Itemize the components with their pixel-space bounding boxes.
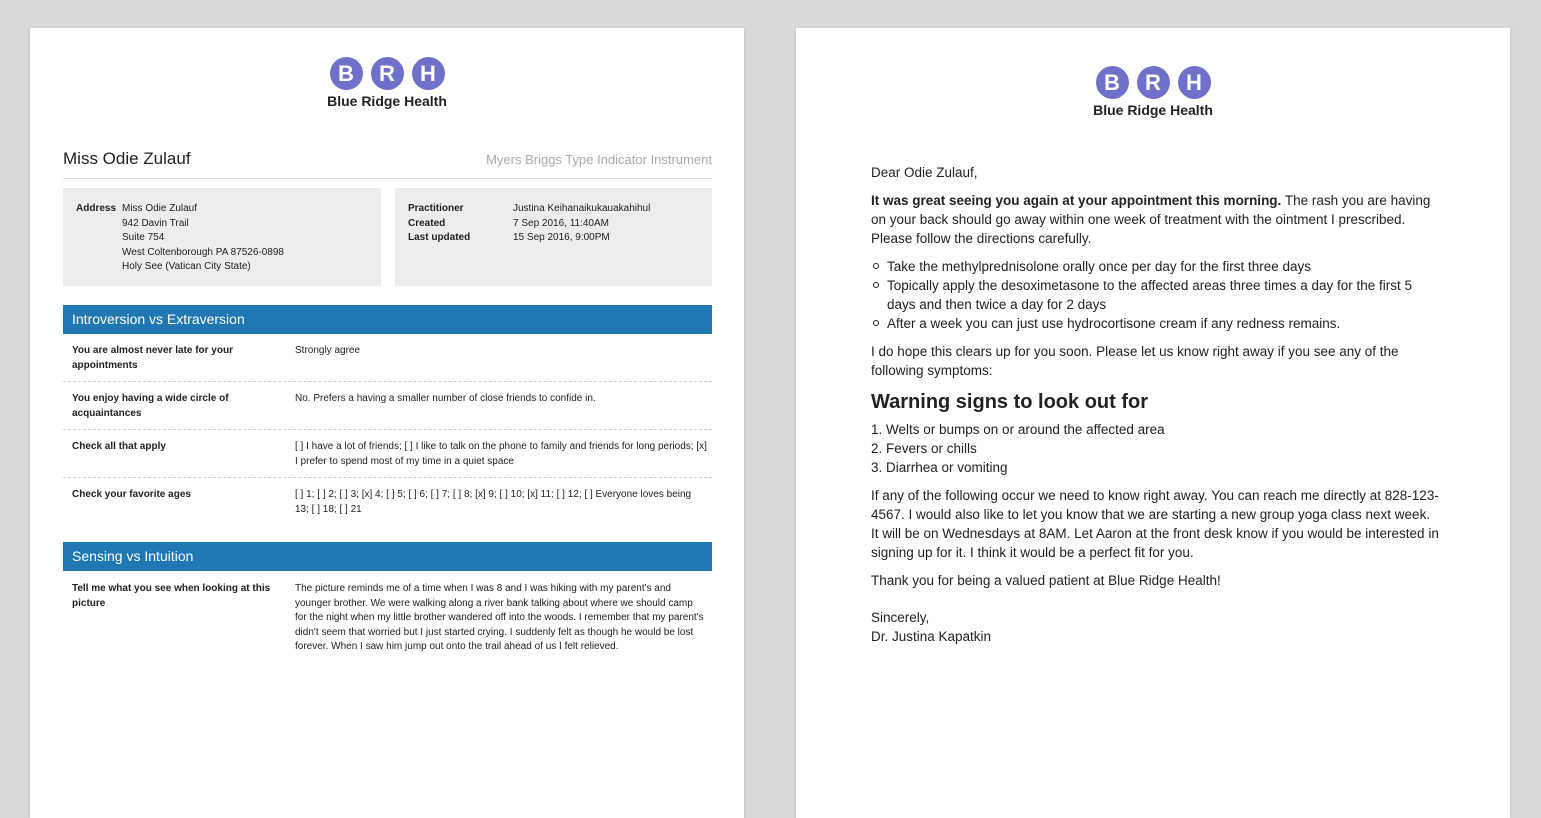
letter-contact: If any of the following occur we need to know right away. You can reach me directly at 828-123-4567. I would also like to let you know that we are starting a new group yoga class next week. It will be on Wednesdays at 8AM. Let Aaron at the front desk know if you would be interested in signing up for it. I think it would be a perfect fit for you. xyxy=(871,488,1439,560)
instruction-text: After a week you can just use hydrocortisone cream if any redness remains. xyxy=(887,316,1341,331)
letter-greeting: Dear Odie Zulauf, xyxy=(871,165,978,180)
address-box xyxy=(63,188,381,286)
letter-page xyxy=(796,28,1510,818)
letter-intro-bold: It was great seeing you again at your appointment this morning. xyxy=(871,193,1282,208)
meta-value: 7 Sep 2016, 11:40AM xyxy=(513,217,609,229)
meta-value: Justina Keihanaikukauakahihul xyxy=(513,203,651,214)
instruction-item xyxy=(887,257,1441,276)
instruction-item xyxy=(887,276,1441,314)
address-line: Miss Odie Zulauf xyxy=(122,203,198,214)
letter-intro xyxy=(871,191,1441,248)
meta-value: 15 Sep 2016, 9:00PM xyxy=(513,232,610,243)
warning-item: 1. Welts or bumps on or around the affected area xyxy=(871,422,1165,437)
question-row xyxy=(63,572,712,662)
instrument-name: Myers Briggs Type Indicator Instrument xyxy=(486,152,712,167)
letter-hope: I do hope this clears up for you soon. Please let us know right away if you see any of the following symptoms: xyxy=(871,344,1399,378)
logo-letter: R xyxy=(1137,66,1170,99)
letter-thanks: Thank you for being a valued patient at Blue Ridge Health! xyxy=(871,573,1221,588)
warning-list xyxy=(871,420,1441,477)
address-line: West Coltenborough PA 87526-0898 xyxy=(122,246,284,258)
logo xyxy=(317,57,457,109)
question-label: You are almost never late for your appointments xyxy=(72,345,233,371)
logo xyxy=(1083,66,1223,118)
logo-letter: R xyxy=(371,57,404,90)
question-answer: Strongly agree xyxy=(295,345,361,356)
meta-label: Last updated xyxy=(408,232,471,243)
letter-intro-rest: The rash you are having on your back should go away within one week of treatment with the ointment I prescribed. Please follow the directions carefully. xyxy=(871,193,1431,246)
bullet-icon xyxy=(873,282,879,288)
meta-box xyxy=(395,188,712,286)
question-row xyxy=(63,382,712,430)
question-answer: The picture reminds me of a time when I was 8 and I was hiking with my parent's and younger brother. We were walking along a river bank talking about where we should camp for the night when my little brother wandered off into the woods. I remember that my parent's didn't seem that worried but I just started crying. I suddenly felt as though he would be lost forever. When I saw him jump out onto the trail ahead of us I felt relieved. xyxy=(295,583,704,652)
letter-signoff: Sincerely, xyxy=(871,610,930,625)
warning-item: 3. Diarrhea or vomiting xyxy=(871,460,1008,475)
section-header: Sensing vs Intuition xyxy=(63,542,712,571)
patient-name: Miss Odie Zulauf xyxy=(63,149,191,168)
instruction-list xyxy=(871,257,1441,333)
address-lines xyxy=(122,202,284,275)
question-label: Tell me what you see when looking at this picture xyxy=(72,583,271,609)
meta-label: Created xyxy=(408,217,446,229)
question-answer: [ ] I have a lot of friends; [ ] I like to talk on the phone to family and friends for long periods; [x] I prefer to spend most of my time in a quiet space xyxy=(295,441,707,467)
warning-item: 2. Fevers or chills xyxy=(871,441,977,456)
letter-body xyxy=(871,163,1441,655)
question-label: Check all that apply xyxy=(72,441,166,452)
bullet-icon xyxy=(873,263,879,269)
letter-closing xyxy=(871,608,1441,646)
question-answer: No. Prefers a having a smaller number of close friends to confide in. xyxy=(295,393,596,404)
patient-header xyxy=(63,148,712,179)
question-row xyxy=(63,334,712,382)
instruction-item xyxy=(887,314,1441,333)
logo-letter: H xyxy=(412,57,445,90)
question-answer: [ ] 1; [ ] 2; [ ] 3; [x] 4; [ ] 5; [ ] 6; [ ] 7; [ ] 8; [x] 9; [ ] 10; [x] 11; [ ] 12; [ ] Everyone loves being 13; [ ] 18; [ ] 21 xyxy=(295,489,692,515)
address-line: Suite 754 xyxy=(122,232,165,243)
question-label: Check your favorite ages xyxy=(72,489,191,500)
meta-row-created xyxy=(408,217,708,232)
question-label: You enjoy having a wide circle of acquaintances xyxy=(72,393,229,419)
warning-heading: Warning signs to look out for xyxy=(871,391,1149,413)
logo-letter: H xyxy=(1178,66,1211,99)
instruction-text: Topically apply the desoximetasone to the affected areas three times a day for the first 5 days and then twice a day for 2 days xyxy=(887,278,1413,312)
form-page xyxy=(30,28,744,818)
logo-name: Blue Ridge Health xyxy=(1093,102,1213,118)
meta-label: Practitioner xyxy=(408,203,464,214)
address-label: Address xyxy=(76,203,117,214)
logo-letter: B xyxy=(330,57,363,90)
bullet-icon xyxy=(873,320,879,326)
address-line: 942 Davin Trail xyxy=(122,217,189,229)
question-row xyxy=(63,478,712,525)
logo-name: Blue Ridge Health xyxy=(327,93,447,109)
logo-letter: B xyxy=(1096,66,1129,99)
letter-signature: Dr. Justina Kapatkin xyxy=(871,629,992,644)
instruction-text: Take the methylprednisolone orally once per day for the first three days xyxy=(887,259,1311,274)
section-header: Introversion vs Extraversion xyxy=(63,305,712,334)
question-row xyxy=(63,430,712,478)
meta-row-practitioner xyxy=(408,202,708,217)
meta-row-last-updated xyxy=(408,231,708,246)
address-line: Holy See (Vatican City State) xyxy=(122,261,251,272)
